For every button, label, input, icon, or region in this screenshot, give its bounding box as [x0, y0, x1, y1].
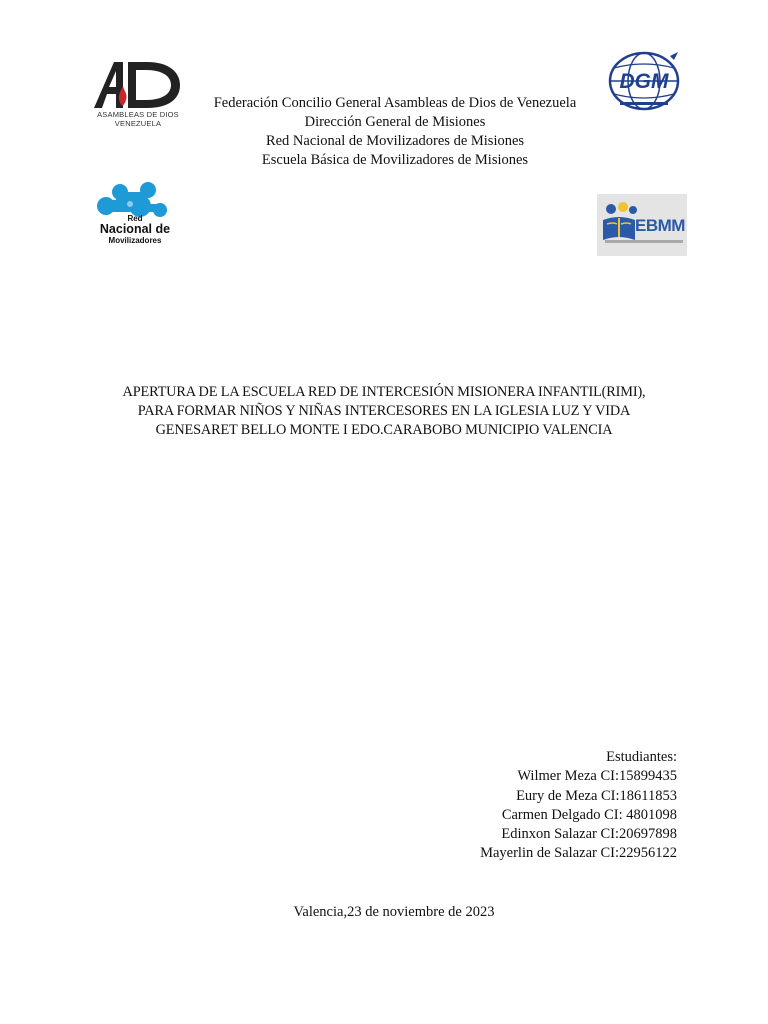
dgm-logo	[606, 50, 686, 112]
student-entry: Eury de Meza CI:18611853	[516, 787, 677, 804]
students-label: Estudiantes:	[606, 749, 677, 765]
title-line-2: PARA FORMAR NIÑOS Y NIÑAS INTERCESORES EN LA IGLESIA LUZ Y VIDA	[137, 403, 631, 419]
ebmm-logo-letters: EBMM	[635, 216, 685, 235]
red-nacional-logo-line1: Red	[127, 214, 143, 223]
red-nacional-logo-line3: Movilizadores	[108, 236, 162, 245]
header-line-federacion: Federación Concilio General Asambleas de Dios de Venezuela	[213, 95, 577, 111]
title-line-3: GENESARET BELLO MONTE I EDO.CARABOBO MUNICIPIO VALENCIA	[155, 422, 613, 438]
ad-logo-caption	[92, 110, 184, 128]
dgm-globe-icon	[606, 50, 686, 112]
ad-logo-mark	[92, 58, 184, 114]
svg-text:DGM: DGM	[619, 70, 669, 93]
title-line-1: APERTURA DE LA ESCUELA RED DE INTERCESIÓN MISIONERA INFANTIL(RIMI),	[122, 384, 646, 400]
ad-logo-caption-line2: VENEZUELA	[114, 119, 162, 128]
red-nacional-logo-text	[92, 214, 178, 245]
place-and-date: Valencia,23 de noviembre de 2023	[293, 904, 495, 920]
institution-header	[195, 94, 595, 170]
header-line-direccion: Dirección General de Misiones	[304, 114, 486, 130]
student-entry: Carmen Delgado CI: 4801098	[501, 806, 677, 823]
document-title	[84, 383, 684, 440]
ebmm-logo-caption-bar	[605, 240, 683, 243]
asambleas-de-dios-logo	[92, 58, 184, 134]
ad-logo-caption-line1: ASAMBLEAS DE DIOS	[97, 110, 179, 119]
header-line-escuela: Escuela Básica de Movilizadores de Misiones	[261, 152, 529, 168]
student-entry: Wilmer Meza CI:15899435	[517, 768, 677, 785]
red-nacional-logo-line2: Nacional de	[99, 222, 171, 236]
student-entry: Mayerlin de Salazar CI:22956122	[480, 845, 677, 862]
students-block	[317, 748, 677, 864]
red-nacional-logo	[90, 182, 178, 248]
header-line-red-nacional: Red Nacional de Movilizadores de Misiones	[265, 133, 525, 149]
ebmm-logo	[597, 194, 687, 256]
student-entry: Edinxon Salazar CI:20697898	[501, 826, 677, 843]
